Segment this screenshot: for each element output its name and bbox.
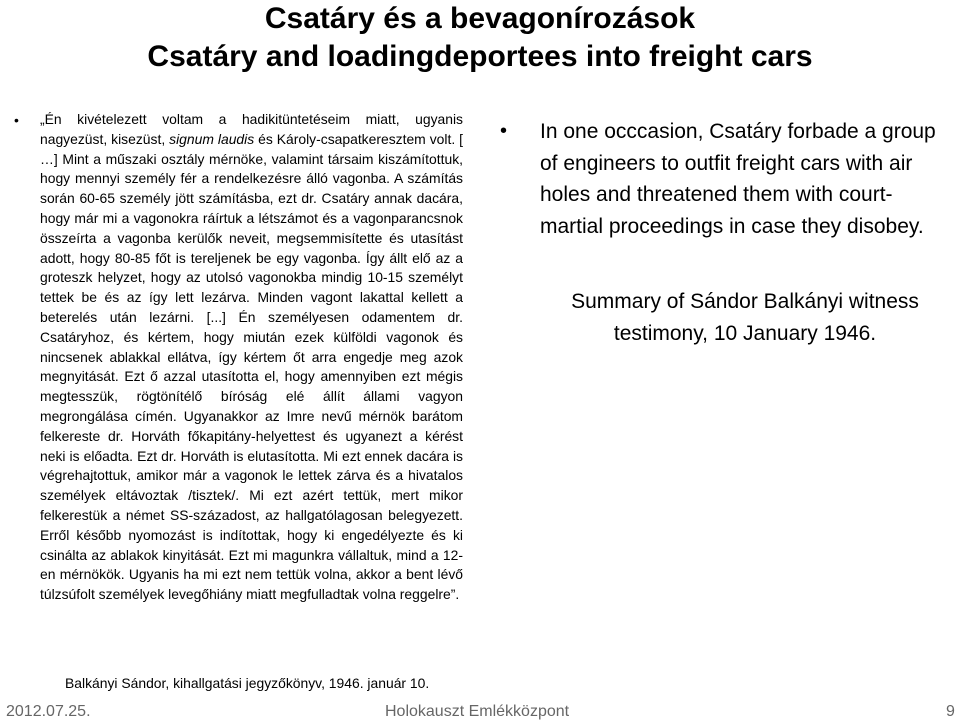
slide-title [0,0,960,76]
right-source-citation: Summary of Sándor Balkányi witness testimony, 10 January 1946. [571,290,919,345]
footer-date: 2012.07.25. [6,703,91,720]
footer-page-number: 9 [946,703,955,720]
left-quote-part-1: „Én kivételezett voltam a hadikitüntetéseim miatt, ugyanis nagyezüst, kisezüst, [40,111,463,147]
right-summary-text: In one occcasion, Csatáry forbade a group of engineers to outfit freight cars with air holes and threatened them with court-martial proceedings in case they disobey. [540,120,936,238]
footer-organization: Holokauszt Emlékközpont [385,703,570,720]
left-bullet: • [14,112,19,128]
right-bullet: • [500,120,508,142]
title-english: Csatáry and loadingdeportees into freight cars [147,40,813,73]
title-hungarian: Csatáry és a bevagonírozások [264,2,696,35]
left-quote-part-2: és Károly-csapatkeresztem volt. [ …] Mint a műszaki osztály mérnöke, valamint társaim kiszámítottuk, hogy mennyi személy fér a rendelkezésre álló vagonba. A számítás során 60-65 személy jött számításba, ezt dr. Csatáry annak dacára, hogy már mi a vagonokra ráírtuk a létszámot és a vagonparancsnok összeírta a vagonba kerülők neveit, megsemmisítette és utasítást adott, hogy 80-85 főt is tereljenek be egy vagonba. Így állt elő az a groteszk helyzet, hogy az utolsó vagonokba mindig 10-15 személyt tettek be és az így lett lezárva. Minden vagont lakattal kellett a beterelés után lezárni. [...] Én személyesen odamentem dr. Csatáryhoz, és kértem, hogy miután ezek külföldi vagonok és nincsenek ablakkal ellátva, így kértem őt arra engedje meg azok megnyitását. Ezt ő azzal utasította el, hogy amennyiben ezt mégis megtesszük, rögtönítélő bíróság elé állít állami vagyon megrongálása címén. Ugyanakkor az Imre nevű mérnök barátom felkereste dr. Horváth főkapitány-helyettest és ugyanezt a kérést neki is előadta. Ezt dr. Horváth is elutasította. Mi ezt ennek dacára is végrehajtottuk, amikor már a vagonok le lettek zárva és a hivatalos személyek eltávoztak /tisztek/. Mi ezt azért tettük, mert mikor felkerestük a német SS-századost, az hallgatólagosan belegyezett. Erről később nyomozást is indítottak, hogy ki engedélyezte és ki csinálta az ablakok kinyitását. Ezt mi magunkra vállaltuk, mind a 12-en mérnökök. Ugyanis ha mi ezt nem tettük volna, akkor a bent lévő túlzsúfolt személyek levegőhiány miatt megfulladtak volna reggelre”. [40,130,463,603]
left-quote-text [40,110,463,605]
left-quote-italic: signum laudis [169,130,255,147]
left-source-citation: Balkányi Sándor, kihallgatási jegyzőkönyv, 1946. január 10. [65,675,430,691]
